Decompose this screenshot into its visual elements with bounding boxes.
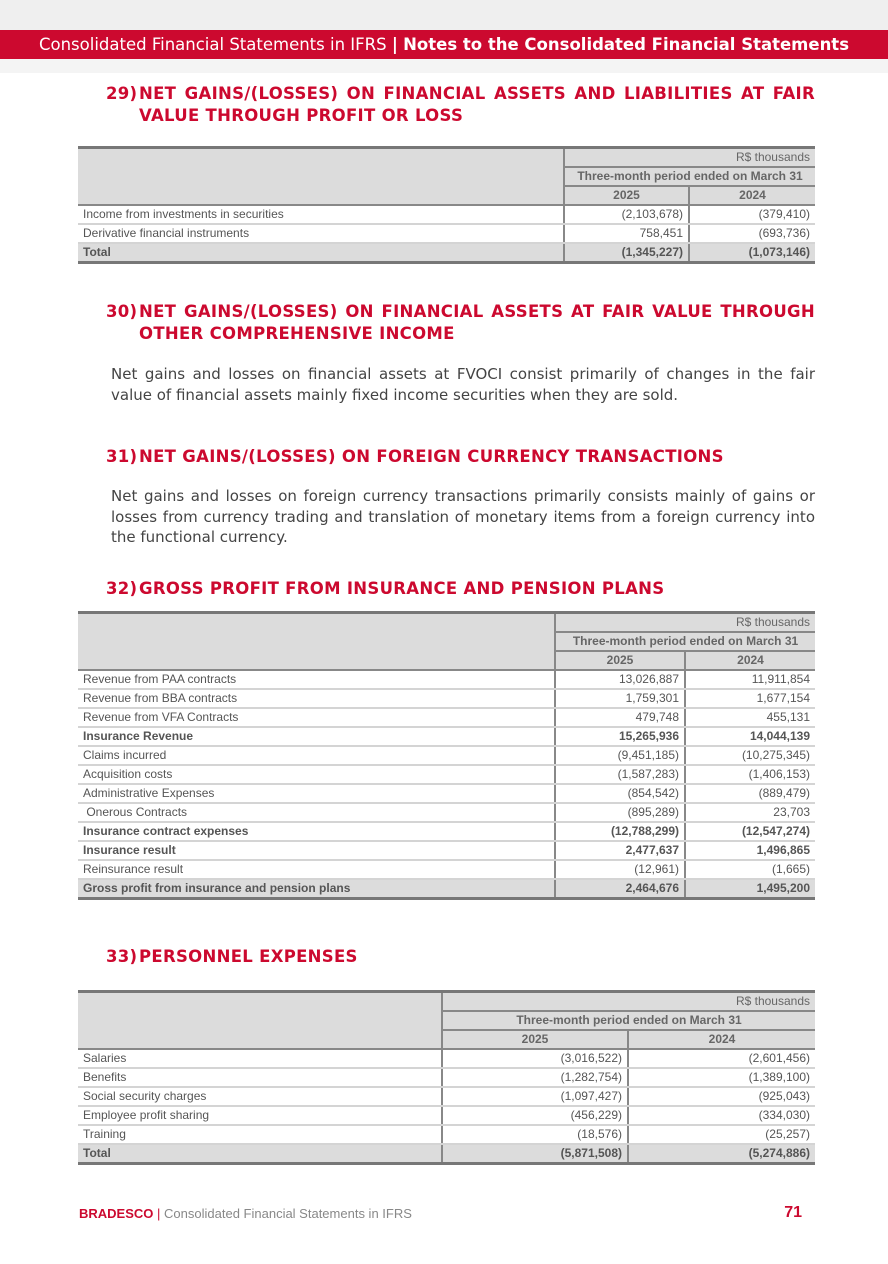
value-2024: (5,274,886) [628,1144,815,1164]
unit-label: R$ thousands [564,148,815,168]
row-label: Reinsurance result [78,860,555,879]
section-31-text: Net gains and losses on foreign currency transactions primarily consists mainly of gains or losses from currency trading and translation of monetary items from a foreign currency into the functional currency. [111,487,815,546]
table-row [78,205,815,224]
table-row [78,860,815,879]
value-2024: (334,030) [628,1106,815,1125]
section-number: 29) [106,84,138,103]
subtotal-row [78,841,815,860]
value-2025: (1,282,754) [442,1068,628,1087]
header-separator: | [391,35,398,54]
row-label: Employee profit sharing [78,1106,442,1125]
value-2025: (1,345,227) [564,243,689,263]
value-2025: 479,748 [555,708,685,727]
value-2024: 14,044,139 [685,727,815,746]
value-2025: (12,961) [555,860,685,879]
row-label: Social security charges [78,1087,442,1106]
row-label: Derivative financial instruments [78,224,564,243]
table-row [78,1068,815,1087]
row-label: Insurance Revenue [78,727,555,746]
section-30-text: Net gains and losses on financial assets at FVOCI consist primarily of changes in the fair value of financial assets mainly fixed income securities when they are sold. [111,365,815,404]
total-row [78,879,815,899]
row-label: Total [78,1144,442,1164]
subtotal-row [78,727,815,746]
table-row [78,1049,815,1068]
value-2025: 2,477,637 [555,841,685,860]
table-insurance-gross-profit [78,611,815,900]
header-blank-cell [78,992,442,1050]
year-header: 2025 [555,651,685,670]
value-2024: 455,131 [685,708,815,727]
header-blank-cell [78,613,555,671]
year-header: 2025 [564,186,689,205]
value-2024: (2,601,456) [628,1049,815,1068]
value-2025: 15,265,936 [555,727,685,746]
header-section-title: Notes to the Consolidated Financial Statements [403,35,850,54]
table-row [78,689,815,708]
value-2024: (693,736) [689,224,815,243]
value-2025: (18,576) [442,1125,628,1144]
section-title: NET GAINS/(LOSSES) ON FOREIGN CURRENCY TRANSACTIONS [139,447,724,466]
year-header: 2025 [442,1030,628,1049]
row-label: Income from investments in securities [78,205,564,224]
value-2024: (1,389,100) [628,1068,815,1087]
table-fair-value-pl [78,146,815,264]
table-row [78,708,815,727]
footer-separator: | [157,1206,161,1221]
value-2025: (3,016,522) [442,1049,628,1068]
section-31-heading [106,446,815,468]
page-header-banner [0,30,888,59]
value-2025: (895,289) [555,803,685,822]
section-number: 33) [106,947,138,966]
value-2025: (12,788,299) [555,822,685,841]
header-doc-title: Consolidated Financial Statements in IFRS [38,35,387,54]
table-row [78,784,815,803]
table-row [78,746,815,765]
row-label: Administrative Expenses [78,784,555,803]
row-label: Total [78,243,564,263]
row-label: Revenue from VFA Contracts [78,708,555,727]
value-2024: (1,665) [685,860,815,879]
value-2025: (2,103,678) [564,205,689,224]
unit-label: R$ thousands [442,992,815,1012]
value-2025: (1,587,283) [555,765,685,784]
row-label: Insurance contract expenses [78,822,555,841]
table-row [78,224,815,243]
value-2024: 11,911,854 [685,670,815,689]
value-2025: 1,759,301 [555,689,685,708]
value-2025: 758,451 [564,224,689,243]
row-label: Salaries [78,1049,442,1068]
year-header: 2024 [689,186,815,205]
value-2025: (5,871,508) [442,1144,628,1164]
period-label: Three-month period ended on March 31 [564,167,815,186]
value-2024: (1,073,146) [689,243,815,263]
value-2024: 1,496,865 [685,841,815,860]
year-header: 2024 [628,1030,815,1049]
value-2024: (10,275,345) [685,746,815,765]
unit-label: R$ thousands [555,613,815,633]
row-label: Insurance result [78,841,555,860]
value-2025: (456,229) [442,1106,628,1125]
section-29-heading [106,83,815,127]
table-row [78,1087,815,1106]
row-label: Claims incurred [78,746,555,765]
value-2024: (12,547,274) [685,822,815,841]
section-title: PERSONNEL EXPENSES [139,947,358,966]
section-32-heading [106,578,815,600]
value-2024: (25,257) [628,1125,815,1144]
footer-brand: BRADESCO [79,1206,154,1221]
table-personnel-expenses [78,990,815,1165]
value-2025: (9,451,185) [555,746,685,765]
value-2024: (1,406,153) [685,765,815,784]
page-number: 71 [784,1204,802,1221]
table-row [78,765,815,784]
period-label: Three-month period ended on March 31 [555,632,815,651]
section-number: 30) [106,302,138,321]
row-label: Revenue from PAA contracts [78,670,555,689]
section-title: NET GAINS/(LOSSES) ON FINANCIAL ASSETS AT FAIR VALUE THROUGH OTHER COMPREHENSIVE INCOME [139,302,815,343]
table-row [78,803,815,822]
row-label: Acquisition costs [78,765,555,784]
table-row [78,1106,815,1125]
year-header: 2024 [685,651,815,670]
row-label: Revenue from BBA contracts [78,689,555,708]
section-number: 32) [106,579,138,598]
value-2024: 1,495,200 [685,879,815,899]
section-number: 31) [106,447,138,466]
row-label: Benefits [78,1068,442,1087]
page-footer [79,1206,412,1221]
section-title: NET GAINS/(LOSSES) ON FINANCIAL ASSETS AND LIABILITIES AT FAIR VALUE THROUGH PROFIT OR LOSS [139,84,815,125]
section-title: GROSS PROFIT FROM INSURANCE AND PENSION PLANS [139,579,665,598]
table-row [78,1125,815,1144]
row-label: Training [78,1125,442,1144]
value-2024: 23,703 [685,803,815,822]
header-blank-cell [78,148,564,206]
total-row [78,1144,815,1164]
period-label: Three-month period ended on March 31 [442,1011,815,1030]
row-label: Onerous Contracts [78,803,555,822]
value-2024: (379,410) [689,205,815,224]
top-band [0,0,888,30]
table-row [78,670,815,689]
footer-doc-title: Consolidated Financial Statements in IFRS [164,1206,412,1221]
value-2024: 1,677,154 [685,689,815,708]
subtotal-row [78,822,815,841]
section-33-heading [106,946,815,968]
header-underband [0,59,888,73]
section-30-heading [106,301,815,345]
value-2025: (854,542) [555,784,685,803]
value-2024: (889,479) [685,784,815,803]
value-2024: (925,043) [628,1087,815,1106]
value-2025: 13,026,887 [555,670,685,689]
value-2025: (1,097,427) [442,1087,628,1106]
total-row [78,243,815,263]
value-2025: 2,464,676 [555,879,685,899]
row-label: Gross profit from insurance and pension plans [78,879,555,899]
